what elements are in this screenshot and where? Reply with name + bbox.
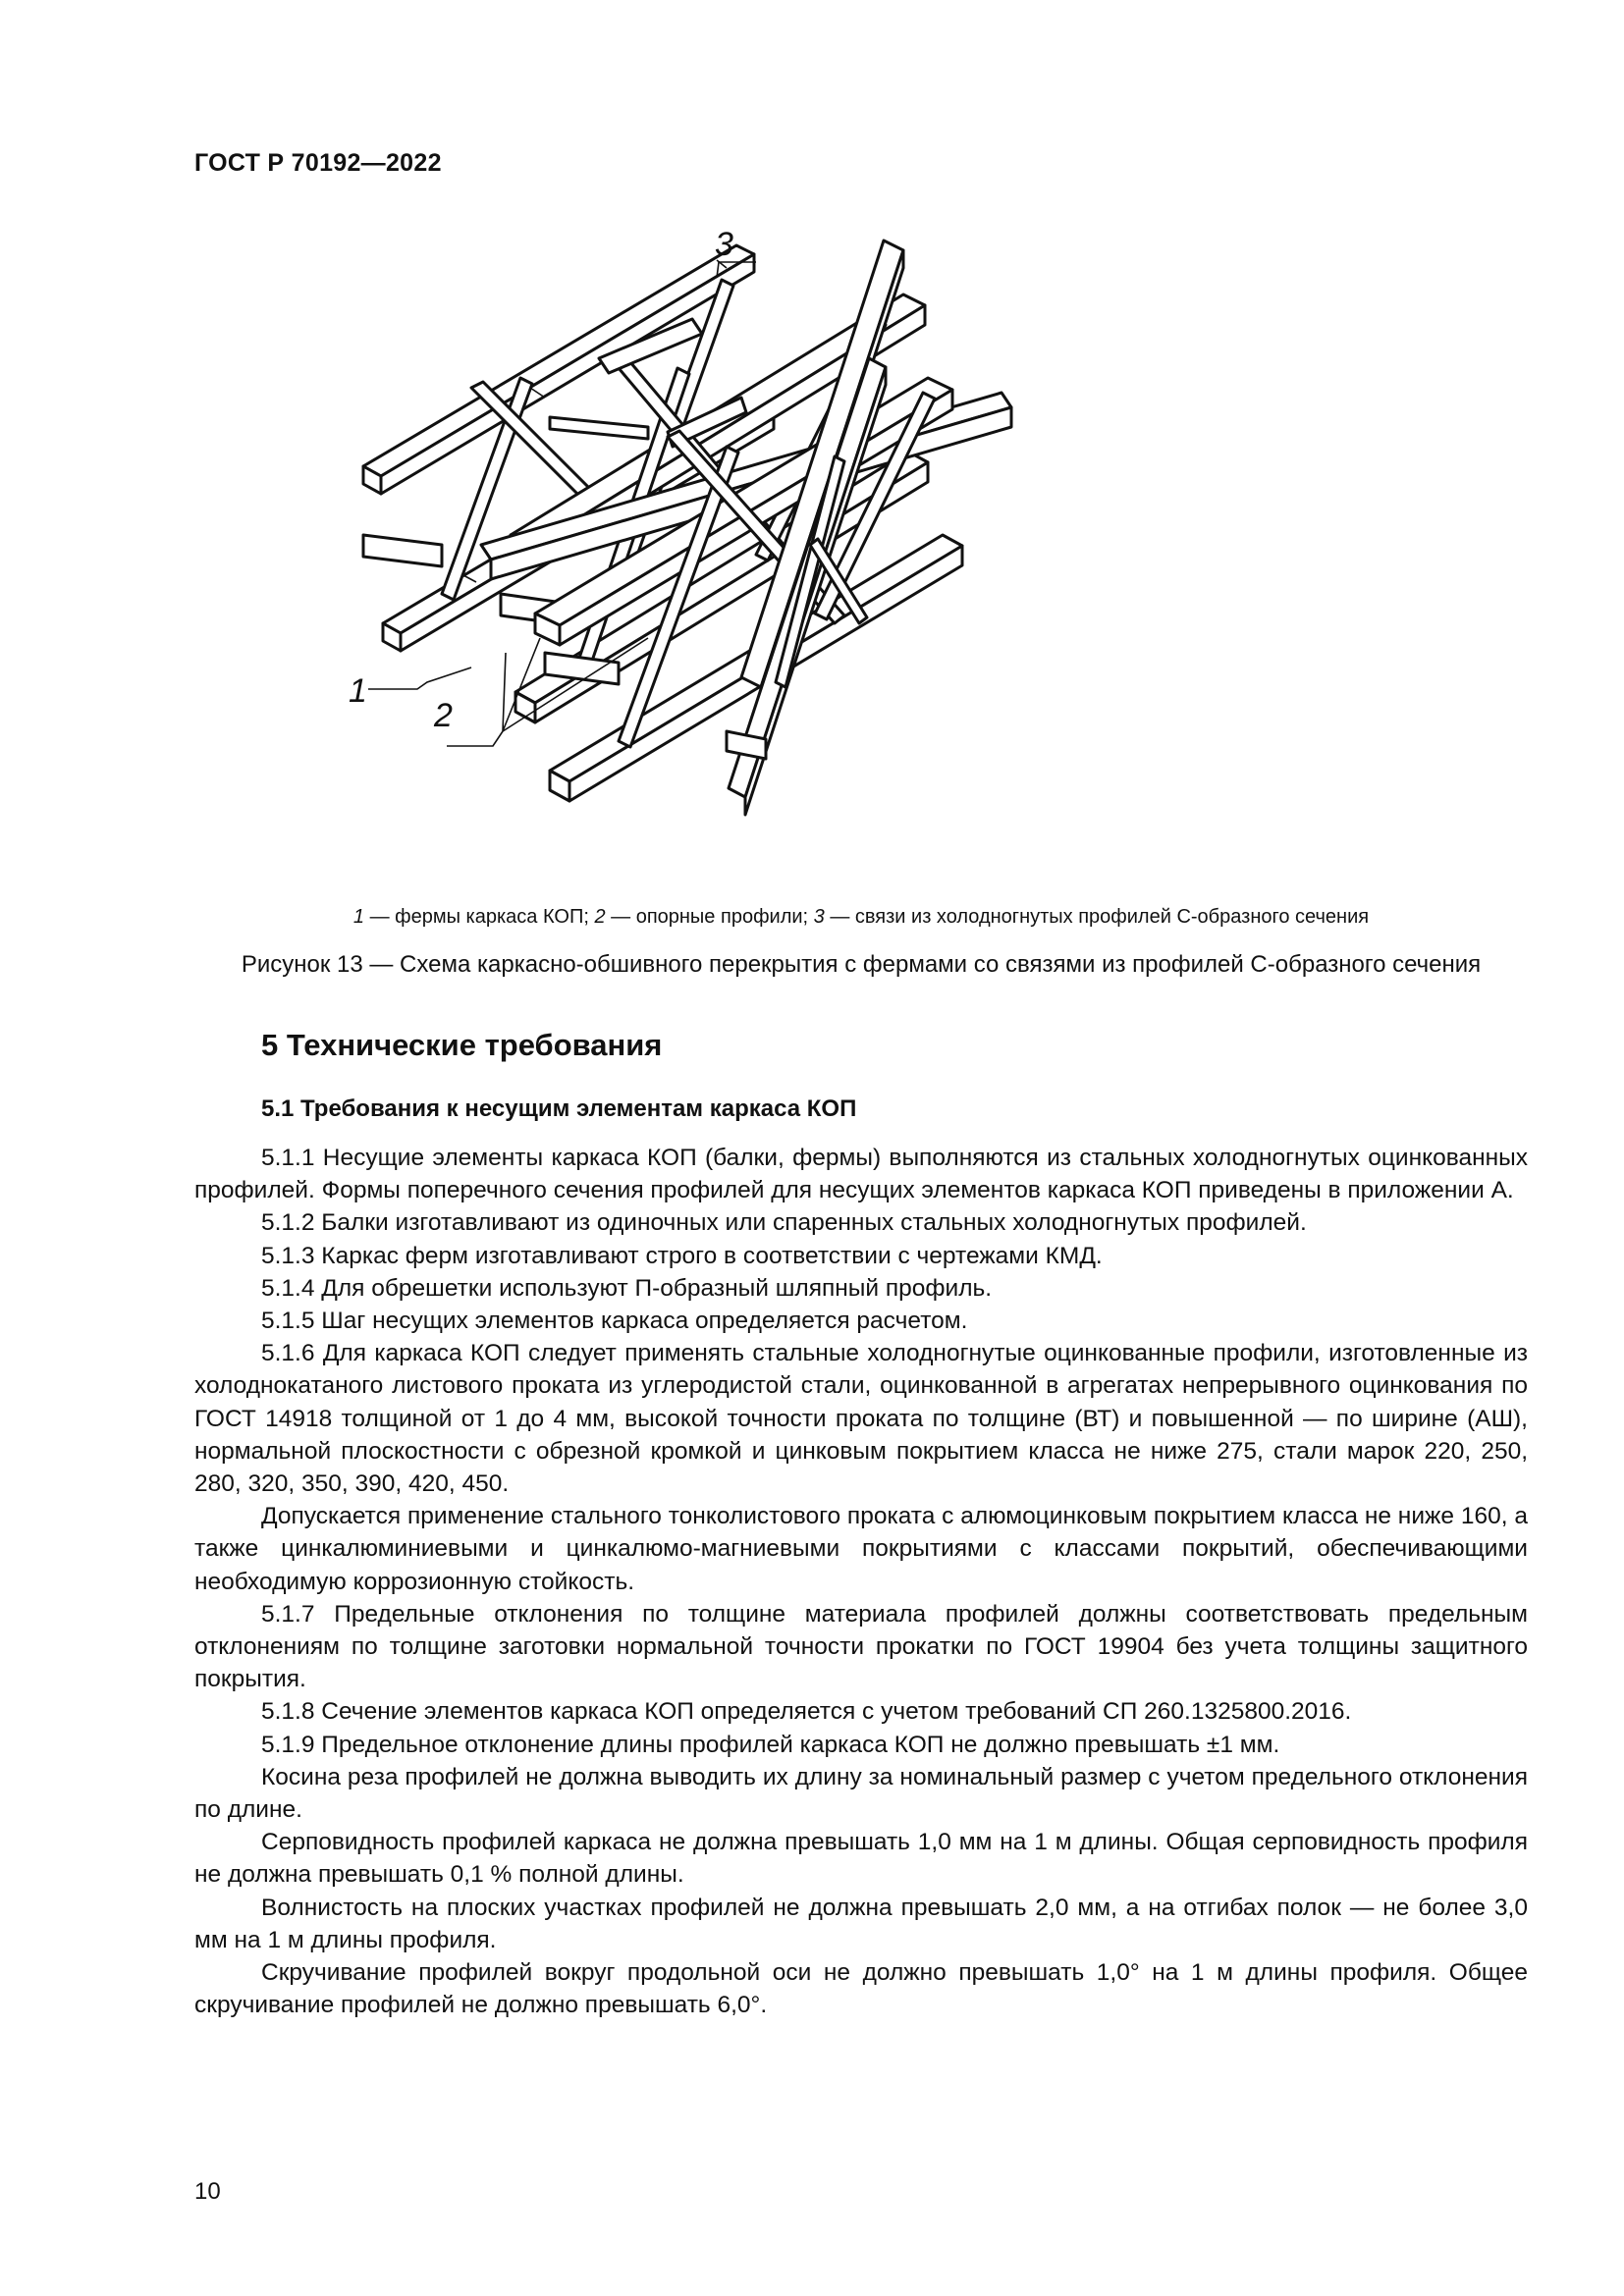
section-heading: 5 Технические требования (261, 1028, 663, 1062)
paragraph: 5.1.9 Предельное отклонение длины профилей каркаса КОП не должно превышать ±1 мм. (261, 1731, 1280, 1758)
body-text (194, 1142, 1528, 2021)
page-number: 10 (194, 2178, 221, 2205)
legend-num-1: 1 (352, 906, 365, 928)
paragraph: Волнистость на плоских участках профилей не должна превышать 2,0 мм, а на отгибах полок — не более 3,0 мм на 1 м длины профиля. (194, 1894, 1528, 1953)
callout-2: 2 (434, 697, 453, 734)
callout-1: 1 (349, 672, 367, 710)
paragraph: 5.1.3 Каркас ферм изготавливают строго в соответствии с чертежами КМД. (261, 1242, 1103, 1269)
legend-text-3: — связи из холодногнутых профилей С-образного сечения (824, 906, 1370, 928)
paragraph: Косина реза профилей не должна выводить их длину за номинальный размер с учетом предельного отклонения по длине. (194, 1763, 1528, 1824)
paragraph: 5.1.8 Сечение элементов каркаса КОП определяется с учетом требований СП 260.1325800.2016. (261, 1698, 1352, 1726)
paragraph: 5.1.6 Для каркаса КОП следует применять стальные холодногнутые оцинкованные профили, изготовленные из холоднокатаного листового проката из углеродистой стали, оцинкованной в агрегатах непрерывного оцинкования по ГОСТ 14918 толщиной от 1 до 4 мм, высокой точности проката по толщине (ВТ) и повышенной — по ширине (АШ), нормальной плоскостности с обрезной кромкой и цинковым покрытием класса не ниже 275, стали марок 220, 250, 280, 320, 350, 390, 420, 450. (194, 1340, 1528, 1498)
figure-caption: Рисунок 13 — Схема каркасно-обшивного перекрытия с фермами со связями из профилей С-образного сечения (241, 951, 1482, 978)
legend-text-1: — фермы каркаса КОП; (364, 906, 595, 928)
paragraph: Скручивание профилей вокруг продольной оси не должно превышать 1,0° на 1 м длины профиля. Общее скручивание профилей не должно превышать 6,0°. (194, 1959, 1528, 2019)
figure-legend (194, 906, 1528, 929)
truss-drawing (324, 221, 1542, 898)
paragraph: 5.1.2 Балки изготавливают из одиночных или спаренных стальных холодногнутых профилей. (261, 1209, 1307, 1237)
document-header: ГОСТ Р 70192—2022 (194, 149, 442, 177)
paragraph: 5.1.4 Для обрешетки используют П-образный шляпный профиль. (261, 1274, 993, 1302)
paragraph: Серповидность профилей каркаса не должна превышать 1,0 мм на 1 м длины. Общая серповидность профиля не должна превышать 0,1 % полной длины. (194, 1829, 1528, 1889)
legend-num-3: 3 (813, 906, 825, 928)
subsection-heading: 5.1 Требования к несущим элементам каркаса КОП (261, 1095, 857, 1122)
paragraph: 5.1.1 Несущие элементы каркаса КОП (балки, фермы) выполняются из стальных холодногнутых оцинкованных профилей. Формы поперечного сечения профилей для несущих элементов каркаса КОП приведены в приложении А. (194, 1145, 1528, 1204)
callout-3: 3 (715, 226, 733, 263)
paragraph: 5.1.7 Предельные отклонения по толщине материала профилей должны соответствовать предельным отклонениям по толщине заготовки нормальной точности прокатки по ГОСТ 19904 без учета толщины защитного покрытия. (194, 1600, 1528, 1693)
paragraph: 5.1.5 Шаг несущих элементов каркаса определяется расчетом. (261, 1308, 968, 1335)
legend-text-2: — опорные профили; (605, 906, 814, 928)
legend-num-2: 2 (594, 906, 606, 928)
paragraph: Допускается применение стального тонколистового проката с алюмоцинковым покрытием класса не ниже 160, а также цинкалюминиевыми и цинкалюмо-магниевыми покрытиями с классами покрытий, обеспечивающими необходимую коррозионную стойкость. (194, 1503, 1528, 1595)
floor-framing-figure (324, 221, 1542, 898)
